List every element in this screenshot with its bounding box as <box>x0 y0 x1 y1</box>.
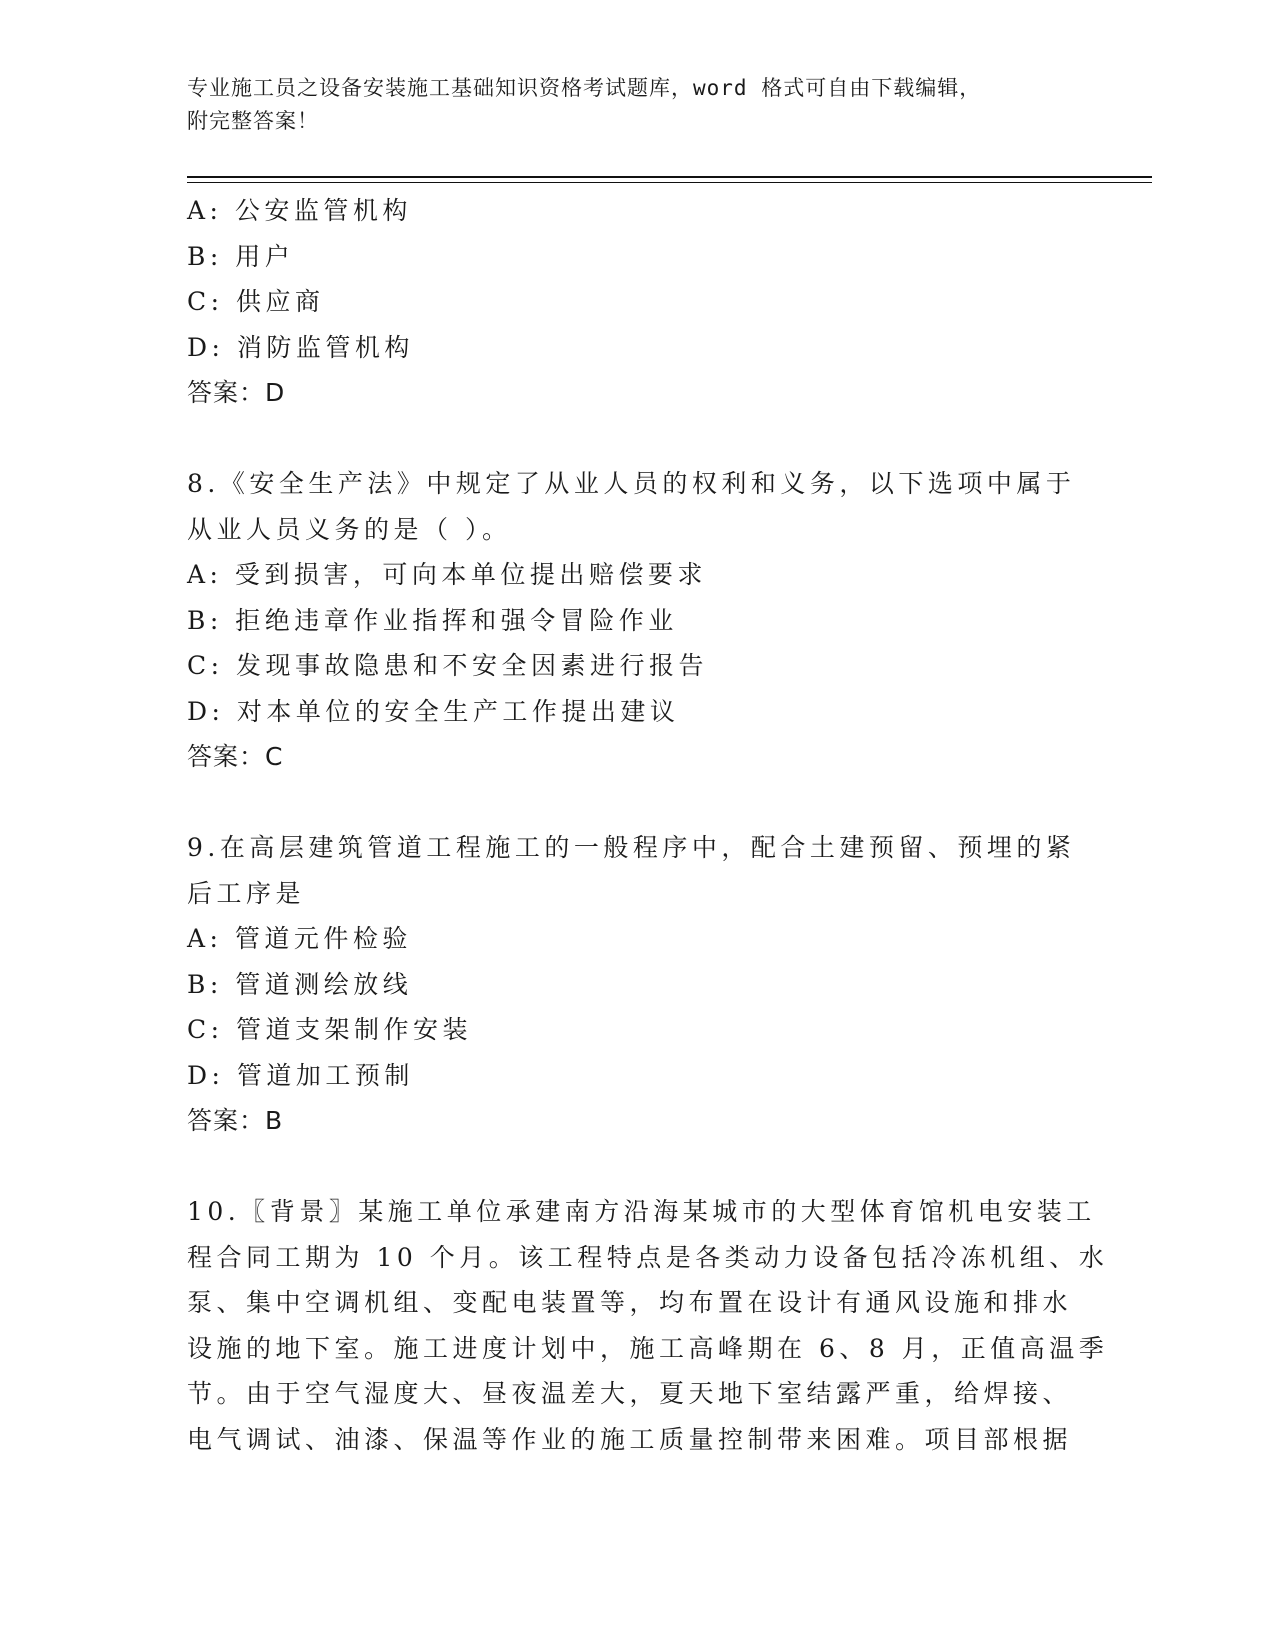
question-stem-line-5: 节。由于空气湿度大、昼夜温差大，夏天地下室结露严重，给焊接、 <box>187 1379 1073 1408</box>
option-b: B: 用户 <box>187 241 295 271</box>
option-a: A: 公安监管机构 <box>187 196 412 225</box>
option-d: D: 管道加工预制 <box>187 1060 414 1090</box>
question-stem-line-1: 8.《安全生产法》中规定了从业人员的权利和义务，以下选项中属于 <box>187 469 1076 498</box>
option-a: A: 管道元件检验 <box>187 924 412 953</box>
option-c: C: 管道支架制作安装 <box>187 1015 472 1044</box>
question-7 <box>187 188 1087 416</box>
answer: 答案：D <box>187 378 286 407</box>
header-divider-thin <box>187 182 1152 183</box>
question-stem-line-6: 电气调试、油漆、保温等作业的施工质量控制带来困难。项目部根据 <box>187 1424 1073 1454</box>
header-line-2: 附完整答案！ <box>187 109 319 133</box>
spacer <box>187 1144 1087 1190</box>
question-stem-line-1: 9.在高层建筑管道工程施工的一般程序中，配合土建预留、预埋的紧 <box>187 833 1076 862</box>
spacer <box>187 780 1087 826</box>
option-c: C: 发现事故隐患和不安全因素进行报告 <box>187 651 708 680</box>
option-b: B: 管道测绘放线 <box>187 969 413 999</box>
question-8 <box>187 461 1087 780</box>
question-stem-line-3: 泵、集中空调机组、变配电装置等，均布置在设计有通风设施和排水 <box>187 1288 1073 1317</box>
spacer <box>187 416 1087 462</box>
question-stem-line-2: 程合同工期为 10 个月。该工程特点是各类动力设备包括冷冻机组、水 <box>187 1242 1109 1272</box>
answer: 答案：B <box>187 1106 284 1135</box>
header-divider-thick <box>187 176 1152 178</box>
option-d: D: 消防监管机构 <box>187 332 414 362</box>
question-list <box>187 188 1109 1462</box>
answer: 答案：C <box>187 742 284 771</box>
option-a: A: 受到损害，可向本单位提出赔偿要求 <box>187 560 707 589</box>
document-header <box>187 72 1067 138</box>
question-stem-line-1: 10.〖背景〗某施工单位承建南方沿海某城市的大型体育馆机电安装工 <box>187 1197 1096 1226</box>
question-10 <box>187 1189 1109 1462</box>
question-stem-line-2: 后工序是 <box>187 878 306 908</box>
question-stem-line-2: 从业人员义务的是（ ）。 <box>187 514 512 544</box>
option-d: D: 对本单位的安全生产工作提出建议 <box>187 696 680 726</box>
header-line-1: 专业施工员之设备安装施工基础知识资格考试题库，word 格式可自由下载编辑， <box>187 76 982 100</box>
option-b: B: 拒绝违章作业指挥和强令冒险作业 <box>187 605 678 635</box>
question-9 <box>187 825 1087 1144</box>
option-c: C: 供应商 <box>187 287 325 316</box>
question-stem-line-4: 设施的地下室。施工进度计划中，施工高峰期在 6、8 月，正值高温季 <box>187 1333 1109 1363</box>
